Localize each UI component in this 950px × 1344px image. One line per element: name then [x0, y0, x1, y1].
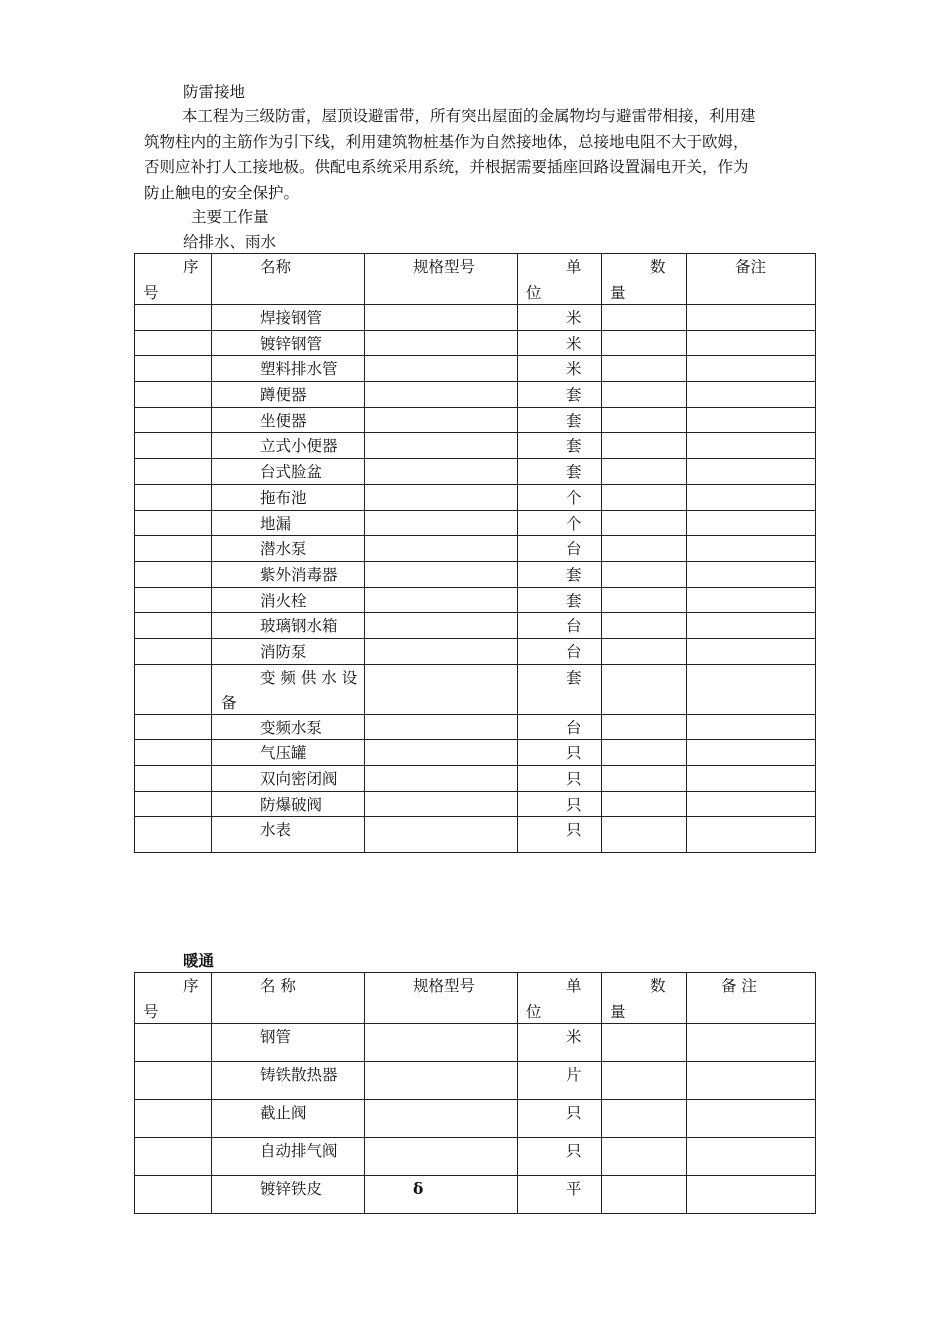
cell-seq — [135, 382, 212, 408]
cell-name — [212, 714, 365, 740]
section-title-workload: 主要工作量 — [191, 208, 269, 226]
table-row — [135, 382, 816, 408]
cell-unit — [518, 382, 602, 408]
cell-unit — [518, 536, 602, 562]
cell-spec — [365, 664, 518, 714]
cell-seq — [135, 330, 212, 356]
cell-name — [212, 587, 365, 613]
table-header-row — [135, 254, 816, 305]
cell-qty — [602, 1100, 687, 1138]
cell-qty — [602, 1138, 687, 1176]
table-row — [135, 791, 816, 817]
table-row — [135, 638, 816, 664]
cell-spec — [365, 356, 518, 382]
table-row — [135, 433, 816, 459]
header-unit: 单 位 — [518, 973, 602, 1024]
cell-qty — [602, 330, 687, 356]
cell-spec — [365, 433, 518, 459]
item-unit: 台 — [566, 718, 582, 737]
cell-name — [212, 382, 365, 408]
table-row — [135, 587, 816, 613]
item-name: 塑料排水管 — [260, 360, 338, 379]
cell-qty — [602, 1176, 687, 1214]
item-name: 消防泵 — [260, 642, 307, 661]
cell-seq — [135, 664, 212, 714]
cell-name — [212, 791, 365, 817]
item-unit: 套 — [566, 386, 582, 405]
item-unit: 只 — [566, 770, 582, 788]
table-row — [135, 714, 816, 740]
cell-unit — [518, 484, 602, 510]
cell-name — [212, 638, 365, 664]
item-unit: 只 — [566, 821, 582, 840]
item-name: 气压罐 — [260, 744, 307, 763]
cell-name — [212, 1176, 365, 1214]
cell-note — [687, 459, 816, 485]
cell-unit — [518, 433, 602, 459]
cell-note — [687, 382, 816, 408]
cell-name — [212, 305, 365, 331]
table-row — [135, 484, 816, 510]
cell-name — [212, 330, 365, 356]
cell-seq — [135, 1176, 212, 1214]
cell-spec — [365, 714, 518, 740]
table-row — [135, 1100, 816, 1138]
cell-name — [212, 740, 365, 766]
cell-qty — [602, 638, 687, 664]
item-unit: 个 — [566, 488, 582, 507]
table-row — [135, 1138, 816, 1176]
header-seq: 序 号 — [135, 973, 212, 1024]
cell-seq — [135, 356, 212, 382]
header-unit: 单 位 — [518, 254, 602, 305]
cell-seq — [135, 817, 212, 853]
cell-unit — [518, 1062, 602, 1100]
cell-spec — [365, 1024, 518, 1062]
cell-unit — [518, 510, 602, 536]
cell-note — [687, 817, 816, 853]
cell-unit — [518, 740, 602, 766]
cell-spec — [365, 638, 518, 664]
cell-name — [212, 664, 365, 714]
item-name: 拖布池 — [260, 488, 307, 507]
cell-spec — [365, 407, 518, 433]
cell-unit — [518, 1138, 602, 1176]
item-spec: δ — [413, 1179, 424, 1198]
item-name: 双向密闭阀 — [260, 770, 338, 788]
table-row — [135, 510, 816, 536]
cell-name — [212, 817, 365, 853]
cell-note — [687, 791, 816, 817]
cell-seq — [135, 561, 212, 587]
cell-qty — [602, 817, 687, 853]
cell-note — [687, 1176, 816, 1214]
table-row — [135, 407, 816, 433]
cell-seq — [135, 766, 212, 792]
item-unit: 片 — [566, 1066, 582, 1084]
cell-qty — [602, 561, 687, 587]
cell-unit — [518, 587, 602, 613]
cell-unit — [518, 766, 602, 792]
cell-note — [687, 1138, 816, 1176]
cell-name — [212, 407, 365, 433]
cell-note — [687, 330, 816, 356]
cell-qty — [602, 382, 687, 408]
item-unit: 个 — [566, 514, 582, 533]
item-unit: 米 — [566, 1028, 582, 1046]
cell-name — [212, 433, 365, 459]
cell-qty — [602, 510, 687, 536]
item-name: 变 频 供 水 设 — [260, 668, 358, 687]
item-unit: 台 — [566, 617, 582, 636]
cell-note — [687, 766, 816, 792]
item-name: 铸铁散热器 — [260, 1066, 338, 1084]
cell-name — [212, 484, 365, 510]
table-row — [135, 330, 816, 356]
cell-name — [212, 1024, 365, 1062]
cell-seq — [135, 407, 212, 433]
table-row — [135, 1062, 816, 1100]
table-row — [135, 664, 816, 714]
table-row — [135, 536, 816, 562]
table-row — [135, 305, 816, 331]
cell-unit — [518, 613, 602, 639]
cell-spec — [365, 740, 518, 766]
item-name: 消火栓 — [260, 591, 307, 610]
item-unit: 平 — [566, 1180, 582, 1198]
item-unit: 只 — [566, 1142, 582, 1160]
cell-note — [687, 536, 816, 562]
item-name: 镀锌钢管 — [260, 334, 323, 353]
table-row — [135, 766, 816, 792]
table-row — [135, 459, 816, 485]
cell-seq — [135, 613, 212, 639]
cell-qty — [602, 459, 687, 485]
cell-seq — [135, 484, 212, 510]
item-name: 潜水泵 — [260, 540, 307, 559]
cell-spec — [365, 382, 518, 408]
cell-qty — [602, 356, 687, 382]
cell-spec — [365, 459, 518, 485]
cell-qty — [602, 484, 687, 510]
cell-seq — [135, 1138, 212, 1176]
section-title-lightning: 防雷接地 — [183, 83, 246, 101]
cell-seq — [135, 638, 212, 664]
cell-seq — [135, 510, 212, 536]
table-row — [135, 817, 816, 853]
item-unit: 米 — [566, 334, 582, 353]
cell-unit — [518, 459, 602, 485]
cell-name — [212, 1100, 365, 1138]
cell-spec — [365, 484, 518, 510]
cell-note — [687, 1024, 816, 1062]
cell-seq — [135, 459, 212, 485]
table-row — [135, 1024, 816, 1062]
paragraph-line-2: 筑物柱内的主筋作为引下线，利用建筑物桩基作为自然接地体，总接地电阻不大于欧姆， — [144, 132, 749, 151]
cell-spec — [365, 817, 518, 853]
cell-unit — [518, 1100, 602, 1138]
cell-unit — [518, 1176, 602, 1214]
cell-spec — [365, 1176, 518, 1214]
item-unit: 套 — [566, 668, 582, 687]
cell-seq — [135, 740, 212, 766]
item-name: 自动排气阀 — [260, 1142, 338, 1160]
item-unit: 只 — [566, 744, 582, 763]
cell-unit — [518, 356, 602, 382]
cell-name — [212, 510, 365, 536]
cell-spec — [365, 791, 518, 817]
cell-name — [212, 561, 365, 587]
cell-note — [687, 305, 816, 331]
cell-qty — [602, 536, 687, 562]
cell-seq — [135, 1062, 212, 1100]
cell-note — [687, 1062, 816, 1100]
section-title-water: 给排水、雨水 — [183, 233, 277, 251]
section-title-hvac: 暖通 — [183, 951, 215, 970]
cell-name — [212, 459, 365, 485]
cell-note — [687, 407, 816, 433]
item-unit: 米 — [566, 360, 582, 379]
header-name: 名称 — [212, 254, 365, 305]
item-name: 焊接钢管 — [260, 309, 323, 327]
cell-spec — [365, 1138, 518, 1176]
cell-seq — [135, 587, 212, 613]
cell-unit — [518, 791, 602, 817]
item-name: 钢管 — [260, 1028, 292, 1046]
cell-note — [687, 714, 816, 740]
cell-note — [687, 587, 816, 613]
cell-note — [687, 613, 816, 639]
item-unit: 套 — [566, 463, 582, 482]
cell-seq — [135, 1100, 212, 1138]
cell-name — [212, 1062, 365, 1100]
cell-spec — [365, 1100, 518, 1138]
cell-note — [687, 356, 816, 382]
table-header-row — [135, 973, 816, 1024]
cell-qty — [602, 1024, 687, 1062]
cell-unit — [518, 305, 602, 331]
cell-qty — [602, 714, 687, 740]
water-equipment-table — [134, 253, 816, 853]
cell-qty — [602, 433, 687, 459]
cell-qty — [602, 1062, 687, 1100]
item-unit: 米 — [566, 309, 582, 327]
header-note: 备注 — [687, 254, 816, 305]
cell-note — [687, 740, 816, 766]
item-unit: 套 — [566, 437, 582, 456]
item-name: 台式脸盆 — [260, 463, 323, 482]
item-name: 镀锌铁皮 — [260, 1180, 323, 1198]
cell-seq — [135, 536, 212, 562]
item-name: 变频水泵 — [260, 718, 323, 737]
item-name: 紫外消毒器 — [260, 565, 338, 584]
cell-name — [212, 536, 365, 562]
cell-unit — [518, 638, 602, 664]
paragraph-line-3: 否则应补打人工接地极。供配电系统采用系统，并根据需要插座回路设置漏电开关，作为 — [144, 158, 749, 176]
table-row — [135, 1176, 816, 1214]
cell-qty — [602, 791, 687, 817]
hvac-equipment-table — [134, 972, 816, 1214]
cell-spec — [365, 561, 518, 587]
cell-spec — [365, 536, 518, 562]
item-name: 地漏 — [260, 514, 292, 533]
cell-qty — [602, 613, 687, 639]
item-name: 坐便器 — [260, 411, 307, 430]
header-name: 名 称 — [212, 973, 365, 1024]
cell-spec — [365, 766, 518, 792]
cell-note — [687, 433, 816, 459]
cell-seq — [135, 433, 212, 459]
cell-unit — [518, 330, 602, 356]
cell-spec — [365, 1062, 518, 1100]
cell-name — [212, 613, 365, 639]
item-unit: 只 — [566, 795, 582, 814]
item-name: 防爆破阀 — [260, 795, 323, 814]
header-note: 备 注 — [687, 973, 816, 1024]
header-qty: 数 量 — [602, 254, 687, 305]
cell-name — [212, 1138, 365, 1176]
item-name: 立式小便器 — [260, 437, 338, 456]
paragraph-line-1: 本工程为三级防雷，屋顶设避雷带，所有突出屋面的金属物均与避雷带相接，利用建 — [182, 107, 756, 125]
table-row — [135, 613, 816, 639]
item-name-continued: 备 — [221, 693, 237, 712]
cell-seq — [135, 1024, 212, 1062]
cell-seq — [135, 714, 212, 740]
cell-spec — [365, 305, 518, 331]
cell-qty — [602, 407, 687, 433]
item-unit: 套 — [566, 565, 582, 584]
cell-qty — [602, 740, 687, 766]
table-row — [135, 561, 816, 587]
cell-unit — [518, 817, 602, 853]
header-spec: 规格型号 — [365, 254, 518, 305]
item-name: 蹲便器 — [260, 386, 307, 405]
item-unit: 台 — [566, 540, 582, 559]
header-seq: 序 号 — [135, 254, 212, 305]
cell-note — [687, 561, 816, 587]
header-qty: 数 量 — [602, 973, 687, 1024]
cell-note — [687, 638, 816, 664]
cell-seq — [135, 305, 212, 331]
cell-spec — [365, 330, 518, 356]
cell-qty — [602, 305, 687, 331]
cell-spec — [365, 510, 518, 536]
cell-qty — [602, 587, 687, 613]
item-unit: 只 — [566, 1104, 582, 1122]
cell-note — [687, 510, 816, 536]
item-name: 截止阀 — [260, 1104, 307, 1122]
cell-note — [687, 1100, 816, 1138]
item-unit: 套 — [566, 591, 582, 610]
item-unit: 套 — [566, 411, 582, 430]
table-row — [135, 356, 816, 382]
item-unit: 台 — [566, 642, 582, 661]
cell-note — [687, 484, 816, 510]
cell-unit — [518, 664, 602, 714]
cell-qty — [602, 766, 687, 792]
paragraph-line-4: 防止触电的安全保护。 — [144, 183, 300, 202]
cell-seq — [135, 791, 212, 817]
cell-unit — [518, 561, 602, 587]
header-spec: 规格型号 — [365, 973, 518, 1024]
cell-name — [212, 356, 365, 382]
lightning-paragraph — [144, 104, 814, 206]
item-name: 玻璃钢水箱 — [260, 617, 338, 636]
cell-spec — [365, 613, 518, 639]
cell-spec — [365, 587, 518, 613]
cell-name — [212, 766, 365, 792]
cell-note — [687, 664, 816, 714]
cell-qty — [602, 664, 687, 714]
table-row — [135, 740, 816, 766]
cell-unit — [518, 1024, 602, 1062]
item-name: 水表 — [260, 821, 292, 840]
cell-unit — [518, 714, 602, 740]
cell-unit — [518, 407, 602, 433]
